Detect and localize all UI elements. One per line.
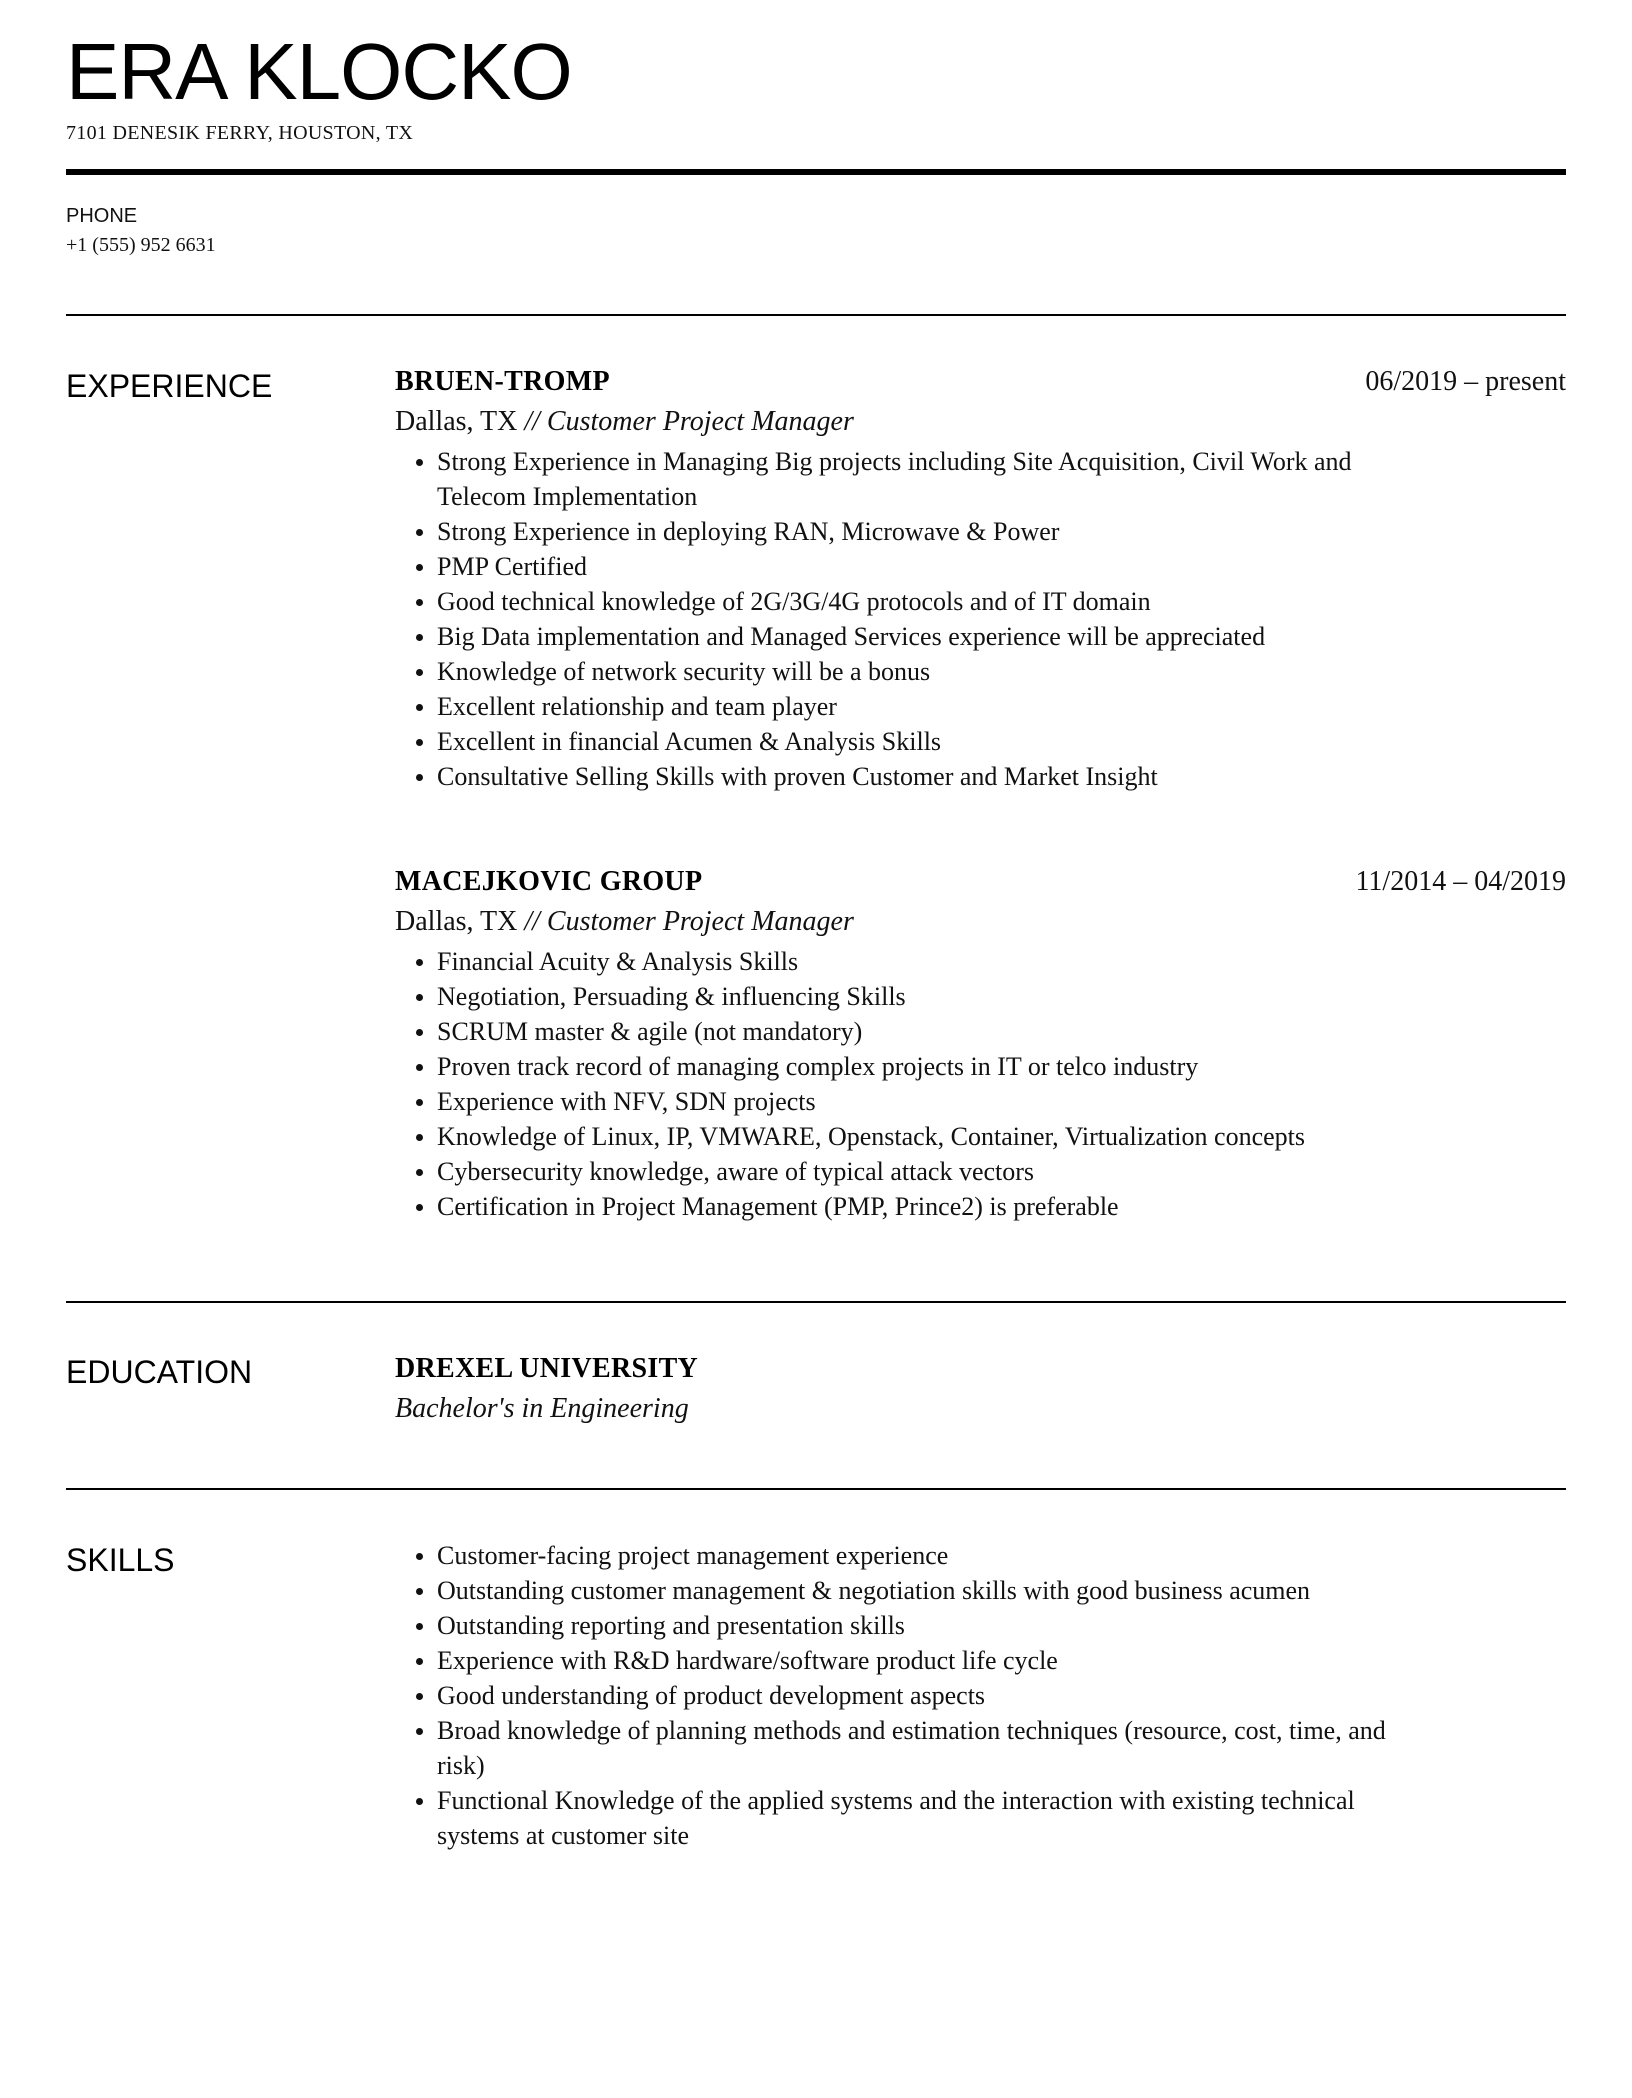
- job-title: Customer Project Manager: [546, 906, 854, 937]
- bullet-icon: [416, 1588, 423, 1595]
- education-heading: EDUCATION: [66, 1354, 253, 1390]
- header-divider: [66, 169, 1566, 175]
- job-title: Customer Project Manager: [546, 406, 854, 437]
- list-item: Strong Experience in deploying RAN, Microwave & Power: [395, 514, 1566, 549]
- list-item: Functional Knowledge of the applied systems and the interaction with existing technical: [395, 1783, 1566, 1818]
- job-entry: [395, 362, 1566, 794]
- job-responsibilities: [395, 944, 1566, 1224]
- section-divider: [66, 1301, 1566, 1303]
- list-item: Consultative Selling Skills with proven Customer and Market Insight: [395, 759, 1566, 794]
- bullet-icon: [416, 1693, 423, 1700]
- list-item: Excellent in financial Acumen & Analysis Skills: [395, 724, 1566, 759]
- list-item: Broad knowledge of planning methods and estimation techniques (resource, cost, time, and: [395, 1713, 1566, 1748]
- bullet-icon: [416, 1728, 423, 1735]
- bullet-icon: [416, 1099, 423, 1106]
- bullet-icon: [416, 1798, 423, 1805]
- phone-number: +1 (555) 952 6631: [66, 234, 216, 256]
- experience-heading: EXPERIENCE: [66, 368, 273, 404]
- phone-label: PHONE: [66, 205, 138, 227]
- bullet-icon: [416, 599, 423, 606]
- skills-entry: [395, 1538, 1566, 1853]
- bullet-icon: [416, 994, 423, 1001]
- bullet-icon: [416, 1134, 423, 1141]
- job-dates: 06/2019 – present: [1365, 366, 1566, 397]
- job-location-role: [395, 402, 1566, 442]
- bullet-icon: [416, 1169, 423, 1176]
- bullet-icon: [416, 959, 423, 966]
- skills-list: [395, 1538, 1566, 1853]
- candidate-address: 7101 DENESIK FERRY, HOUSTON, TX: [66, 122, 414, 144]
- education-entry: [395, 1349, 1566, 1429]
- bullet-icon: [416, 704, 423, 711]
- bullet-icon: [416, 634, 423, 641]
- degree: Bachelor's in Engineering: [395, 1393, 689, 1424]
- bullet-icon: [416, 1064, 423, 1071]
- school-name: DREXEL UNIVERSITY: [395, 1353, 699, 1384]
- bullet-icon: [416, 1623, 423, 1630]
- job-entry: [395, 862, 1566, 1224]
- candidate-name: ERA KLOCKO: [66, 27, 572, 116]
- bullet-icon: [416, 669, 423, 676]
- list-item: Customer-facing project management experience: [395, 1538, 1566, 1573]
- list-item: Good technical knowledge of 2G/3G/4G protocols and of IT domain: [395, 584, 1566, 619]
- bullet-icon: [416, 564, 423, 571]
- list-item-continuation: Telecom Implementation: [437, 482, 698, 511]
- job-responsibilities: [395, 444, 1566, 794]
- job-location-role: [395, 902, 1566, 942]
- list-item: Certification in Project Management (PMP, Prince2) is preferable: [395, 1189, 1566, 1224]
- bullet-icon: [416, 1658, 423, 1665]
- section-divider: [66, 1488, 1566, 1490]
- list-item: Good understanding of product development aspects: [395, 1678, 1566, 1713]
- bullet-icon: [416, 774, 423, 781]
- job-location: Dallas, TX: [395, 406, 518, 437]
- list-item: Excellent relationship and team player: [395, 689, 1566, 724]
- bullet-icon: [416, 1204, 423, 1211]
- bullet-icon: [416, 1553, 423, 1560]
- job-location: Dallas, TX: [395, 906, 518, 937]
- company-name: MACEJKOVIC GROUP: [395, 866, 703, 897]
- list-item: Knowledge of network security will be a bonus: [395, 654, 1566, 689]
- bullet-icon: [416, 459, 423, 466]
- list-item: Outstanding customer management & negotiation skills with good business acumen: [395, 1573, 1566, 1608]
- list-item: Financial Acuity & Analysis Skills: [395, 944, 1566, 979]
- role-separator: //: [517, 906, 547, 937]
- list-item: PMP Certified: [395, 549, 1566, 584]
- bullet-icon: [416, 1029, 423, 1036]
- list-item: Knowledge of Linux, IP, VMWARE, Openstack, Container, Virtualization concepts: [395, 1119, 1566, 1154]
- job-dates: 11/2014 – 04/2019: [1355, 866, 1566, 897]
- list-item: Proven track record of managing complex projects in IT or telco industry: [395, 1049, 1566, 1084]
- list-item: Strong Experience in Managing Big projects including Site Acquisition, Civil Work and: [395, 444, 1566, 479]
- list-item: Outstanding reporting and presentation skills: [395, 1608, 1566, 1643]
- section-divider: [66, 314, 1566, 316]
- list-item: Negotiation, Persuading & influencing Skills: [395, 979, 1566, 1014]
- list-item: Big Data implementation and Managed Services experience will be appreciated: [395, 619, 1566, 654]
- list-item: Cybersecurity knowledge, aware of typical attack vectors: [395, 1154, 1566, 1189]
- list-item-continuation: systems at customer site: [437, 1821, 690, 1850]
- company-name: BRUEN-TROMP: [395, 366, 610, 397]
- list-item: Experience with R&D hardware/software product life cycle: [395, 1643, 1566, 1678]
- skills-heading: SKILLS: [66, 1542, 175, 1578]
- role-separator: //: [517, 406, 547, 437]
- list-item: Experience with NFV, SDN projects: [395, 1084, 1566, 1119]
- bullet-icon: [416, 739, 423, 746]
- list-item-continuation: risk): [437, 1751, 485, 1780]
- bullet-icon: [416, 529, 423, 536]
- list-item: SCRUM master & agile (not mandatory): [395, 1014, 1566, 1049]
